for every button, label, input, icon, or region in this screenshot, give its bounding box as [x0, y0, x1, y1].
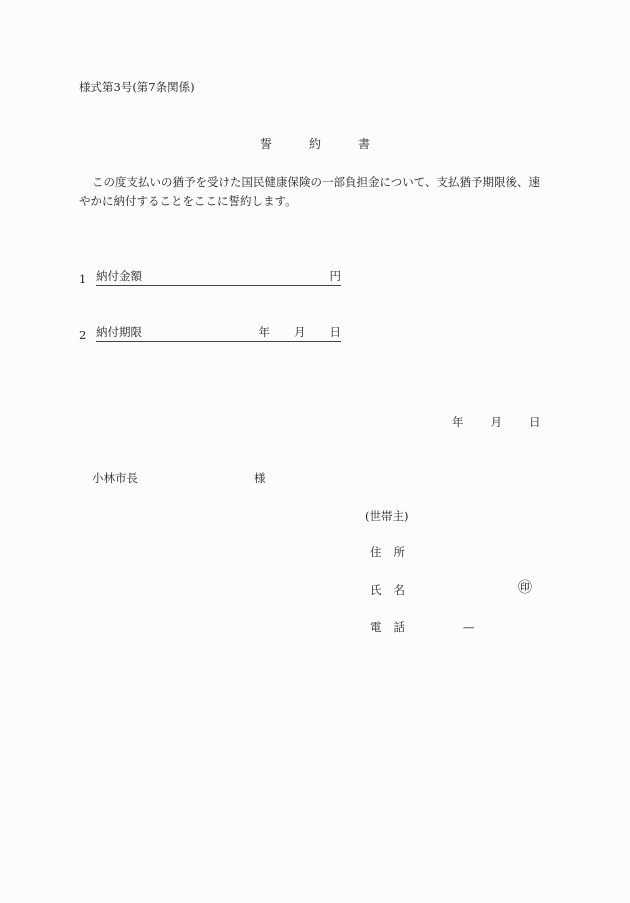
deadline-date — [259, 324, 342, 340]
title-char: 書 — [357, 137, 370, 151]
title-char: 誓 — [260, 137, 273, 151]
address-label-char: 所 — [393, 545, 405, 559]
signature-date[interactable] — [452, 417, 541, 429]
field-label: 納付金額 — [96, 269, 142, 283]
form-number: 様式第3号(第7条関係) — [79, 80, 195, 94]
payment-amount-blank[interactable] — [96, 268, 341, 286]
householder-label: (世帯主) — [365, 509, 409, 523]
name-field[interactable] — [370, 585, 405, 597]
month-label: 月 — [294, 325, 306, 339]
payment-deadline-field — [79, 324, 341, 342]
phone-separator: — — [463, 620, 475, 634]
day-label: 日 — [329, 325, 341, 339]
payment-deadline-blank[interactable] — [96, 324, 341, 342]
field-number: 1 — [79, 272, 87, 286]
field-number: 2 — [79, 328, 87, 342]
year-label: 年 — [258, 325, 270, 339]
pledge-text-line-2: やかに納付することをここに誓約します。 — [79, 194, 297, 208]
month-label: 月 — [490, 415, 502, 429]
day-label: 日 — [529, 415, 541, 429]
document-title — [260, 138, 370, 150]
pledge-text-line-1: この度支払いの猶予を受けた国民健康保険の一部負担金について、支払猶予期限後、速 — [92, 175, 541, 189]
address-label-char: 住 — [370, 545, 382, 559]
field-label: 納付期限 — [96, 325, 142, 339]
year-label: 年 — [452, 415, 464, 429]
addressee-name: 小林市長 — [92, 471, 138, 485]
name-label-char: 名 — [393, 583, 405, 597]
addressee-honorific: 様 — [254, 471, 266, 485]
name-label-char: 氏 — [370, 583, 382, 597]
payment-amount-field — [79, 268, 341, 286]
address-field[interactable] — [370, 547, 405, 559]
seal-icon: ㊞ — [518, 580, 532, 596]
title-char: 約 — [308, 137, 321, 151]
phone-field[interactable] — [370, 622, 405, 634]
phone-label-char: 電 — [370, 620, 382, 634]
currency-unit: 円 — [329, 269, 341, 283]
phone-label-char: 話 — [393, 620, 405, 634]
